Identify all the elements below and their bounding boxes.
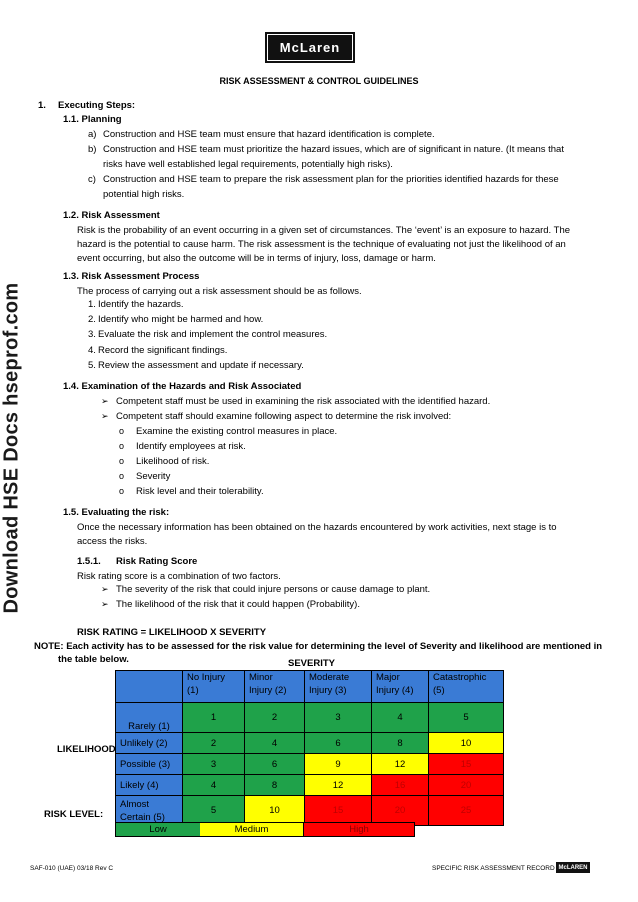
paragraph-line: The process of carrying out a risk assessment should be as follows. — [77, 286, 362, 297]
matrix-cell: 8 — [245, 775, 305, 796]
subsection-number: 1.5.1. — [77, 556, 101, 567]
matrix-cell: 3 — [183, 754, 245, 775]
sub-item: Severity — [136, 471, 171, 482]
matrix-cell: 15 — [305, 796, 372, 826]
section-1-4-title: 1.4. Examination of the Hazards and Risk Associated — [63, 381, 302, 392]
matrix-cell: 5 — [429, 703, 504, 733]
likelihood-row-header: Unlikely (2) — [116, 733, 183, 754]
severity-column-header: No Injury (1) — [183, 671, 245, 703]
severity-column-header: Moderate Injury (3) — [305, 671, 372, 703]
severity-column-header: Major Injury (4) — [372, 671, 429, 703]
arrow-item: The severity of the risk that could injure persons or cause damage to plant. — [116, 584, 431, 595]
footer-logo: McLAREN — [556, 862, 590, 873]
list-item: Review the assessment and update if necessary. — [98, 360, 304, 371]
matrix-cell: 20 — [429, 775, 504, 796]
section-1-1-title: 1.1. Planning — [63, 114, 122, 125]
list-item-continued: risks have well established legal requirements, potentially high risks). — [103, 159, 393, 170]
section-1-5-title: 1.5. Evaluating the risk: — [63, 507, 170, 518]
severity-label: SEVERITY — [288, 658, 335, 669]
arrow-bullet-icon: ➢ — [101, 599, 109, 609]
section-1-2-title: 1.2. Risk Assessment — [63, 210, 160, 221]
circle-bullet-icon: o — [119, 426, 125, 436]
matrix-row — [116, 733, 504, 754]
list-marker: 4. — [88, 345, 96, 356]
sub-item: Likelihood of risk. — [136, 456, 210, 467]
circle-bullet-icon: o — [119, 441, 125, 451]
severity-column-header: Minor Injury (2) — [245, 671, 305, 703]
matrix-row — [116, 754, 504, 775]
sub-item: Examine the existing control measures in place. — [136, 426, 338, 437]
matrix-row — [116, 796, 504, 826]
list-item: Evaluate the risk and implement the control measures. — [98, 329, 328, 340]
matrix-cell: 4 — [183, 775, 245, 796]
list-item: Identify who might be harmed and how. — [98, 314, 264, 325]
matrix-cell: 10 — [429, 733, 504, 754]
matrix-cell: 20 — [372, 796, 429, 826]
severity-column-header: Catastrophic (5) — [429, 671, 504, 703]
matrix-cell: 1 — [183, 703, 245, 733]
list-item: Record the significant findings. — [98, 345, 228, 356]
arrow-item: Competent staff should examine following aspect to determine the risk involved: — [116, 411, 452, 422]
document-title: RISK ASSESSMENT & CONTROL GUIDELINES — [219, 76, 419, 86]
section-1-number: 1. — [38, 100, 46, 111]
arrow-bullet-icon: ➢ — [101, 584, 109, 594]
risk-level-low: Low — [115, 822, 201, 837]
matrix-row — [116, 775, 504, 796]
matrix-cell: 10 — [245, 796, 305, 826]
paragraph-line: Risk rating score is a combination of two factors. — [77, 571, 281, 582]
matrix-cell: 16 — [372, 775, 429, 796]
list-marker: 1. — [88, 299, 96, 310]
list-item: Identify the hazards. — [98, 299, 184, 310]
likelihood-row-header: Rarely (1) — [116, 703, 183, 733]
list-marker: 5. — [88, 360, 96, 371]
paragraph-line: hazard is the potential to cause harm. The risk assessment is the technique of evaluating not just the likelihood of an — [77, 239, 566, 250]
list-item: Construction and HSE team must prioritize the hazard issues, which are of significant in nature. (It means that — [103, 144, 564, 155]
matrix-cell: 12 — [305, 775, 372, 796]
list-item-continued: potential high risks. — [103, 189, 185, 200]
circle-bullet-icon: o — [119, 486, 125, 496]
list-marker: b) — [88, 144, 97, 155]
arrow-bullet-icon: ➢ — [101, 396, 109, 406]
matrix-cell: 2 — [183, 733, 245, 754]
paragraph-line: Risk is the probability of an event occurring in a given set of circumstances. The ‘event’ is an exposure to hazard. The — [77, 225, 571, 236]
paragraph-line: access the risks. — [77, 536, 148, 547]
risk-level-medium: Medium — [200, 822, 304, 837]
risk-matrix-table — [115, 670, 504, 826]
matrix-cell: 9 — [305, 754, 372, 775]
list-marker: 3. — [88, 329, 96, 340]
footer-record-title: SPECIFIC RISK ASSESSMENT RECORD — [432, 865, 555, 872]
matrix-cell: 8 — [372, 733, 429, 754]
matrix-header-row — [116, 671, 504, 703]
arrow-item: The likelihood of the risk that it could happen (Probability). — [116, 599, 360, 610]
note-line: the table below. — [58, 654, 129, 665]
matrix-cell: 15 — [429, 754, 504, 775]
matrix-cell: 5 — [183, 796, 245, 826]
matrix-cell: 6 — [305, 733, 372, 754]
list-item: Construction and HSE team to prepare the risk assessment plan for the priorities identified hazards for these — [103, 174, 559, 185]
paragraph-line: event occurring, but also the outcome will be in terms of injury, loss, damage or harm. — [77, 253, 436, 264]
likelihood-label: LIKELIHOOD — [57, 744, 116, 755]
list-marker: c) — [88, 174, 96, 185]
company-logo — [265, 32, 355, 63]
risk-level-high: High — [304, 822, 415, 837]
paragraph-line: Once the necessary information has been obtained on the hazards encountered by work activities, next stage is to — [77, 522, 557, 533]
matrix-corner-cell — [116, 671, 183, 703]
section-1-title: Executing Steps: — [58, 100, 136, 111]
section-1-3-title: 1.3. Risk Assessment Process — [63, 271, 200, 282]
note-line: NOTE: Each activity has to be assessed for the risk value for determining the level of Severity and likelihood are mentioned in — [34, 641, 603, 652]
risk-rating-formula: RISK RATING = LIKELIHOOD X SEVERITY — [77, 627, 267, 638]
matrix-cell: 3 — [305, 703, 372, 733]
matrix-cell: 12 — [372, 754, 429, 775]
arrow-item: Competent staff must be used in examining the risk associated with the identified hazard. — [116, 396, 491, 407]
likelihood-row-header: Almost Certain (5) — [116, 796, 183, 826]
circle-bullet-icon: o — [119, 471, 125, 481]
list-marker: a) — [88, 129, 97, 140]
matrix-row — [116, 703, 504, 733]
sub-item: Identify employees at risk. — [136, 441, 246, 452]
list-marker: 2. — [88, 314, 96, 325]
arrow-bullet-icon: ➢ — [101, 411, 109, 421]
matrix-cell: 4 — [245, 733, 305, 754]
likelihood-row-header: Likely (4) — [116, 775, 183, 796]
likelihood-row-header: Possible (3) — [116, 754, 183, 775]
logo-text: McLaren — [279, 40, 341, 55]
matrix-cell: 4 — [372, 703, 429, 733]
footer-document-code: SAF-010 (UAE) 03/18 Rev C — [30, 865, 114, 872]
matrix-cell: 2 — [245, 703, 305, 733]
matrix-cell: 25 — [429, 796, 504, 826]
watermark — [0, 272, 26, 624]
watermark-text: Download HSE Docs hseprof.com — [0, 282, 23, 614]
subsection-title: Risk Rating Score — [116, 556, 198, 567]
risk-level-label: RISK LEVEL: — [44, 809, 104, 820]
circle-bullet-icon: o — [119, 456, 125, 466]
matrix-cell: 6 — [245, 754, 305, 775]
list-item: Construction and HSE team must ensure that hazard identification is complete. — [103, 129, 435, 140]
sub-item: Risk level and their tolerability. — [136, 486, 264, 497]
